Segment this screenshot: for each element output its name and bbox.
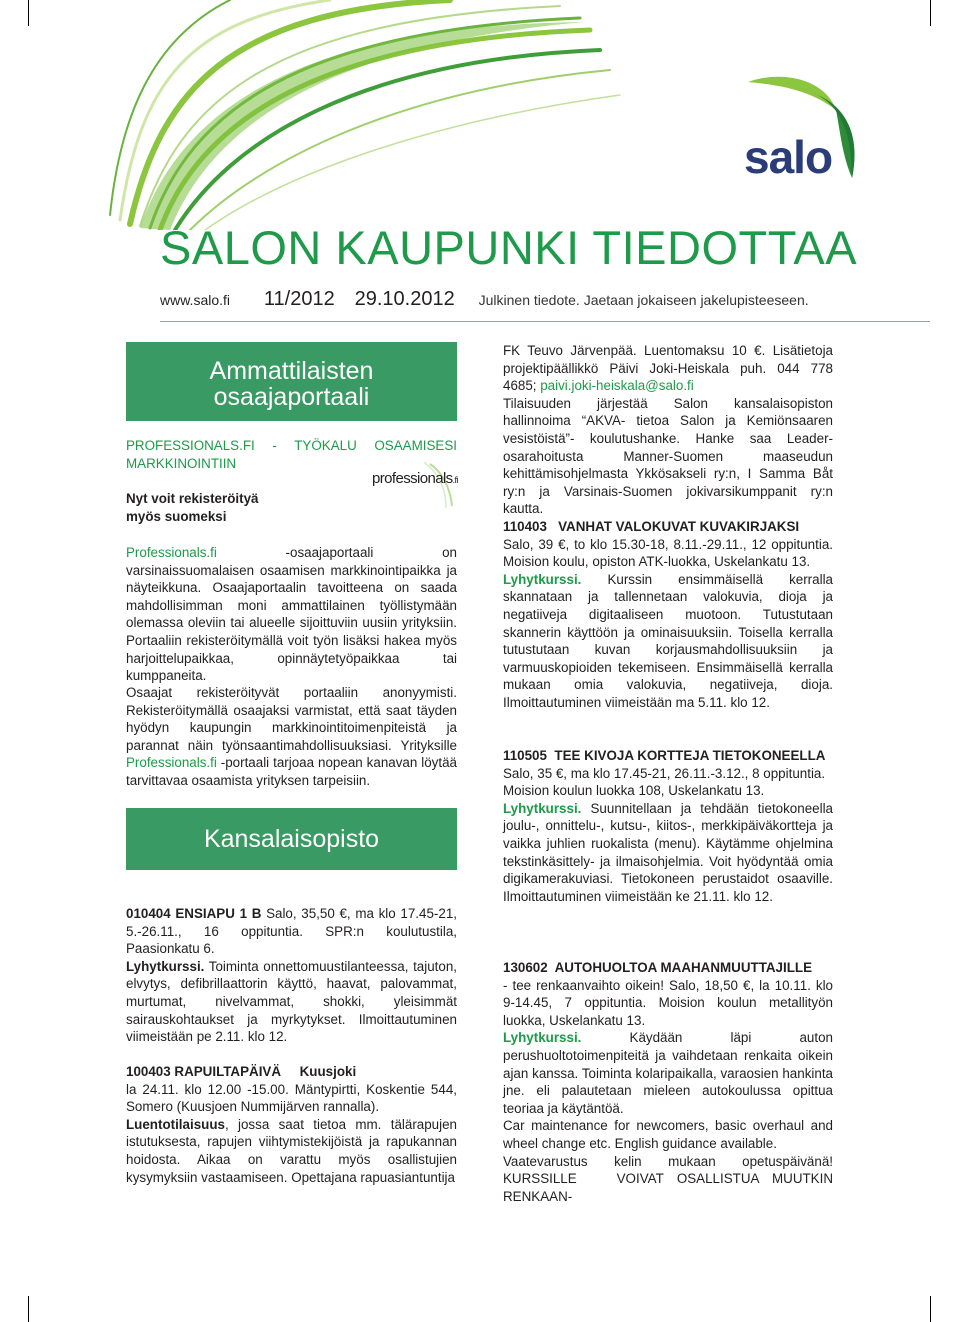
- professionals-link[interactable]: Professionals.fi: [126, 545, 217, 560]
- course-type: Lyhytkurssi.: [126, 958, 205, 974]
- course-location: Moision koulun luokka 108, Uskelankatu 13.: [503, 783, 765, 799]
- register-subheading: [126, 490, 346, 525]
- course-desc: Kurssin ensimmäisellä kerralla skannataan ja tallennetaan valokuvia, dioja ja negatiiveja digitaaliseen muotoon. Tutustutaan skannerin käyttöön ja ominaisuuksiin. Toisella kerralla tutustutaan kuvan korjausmahdollisuuksiin ja varmuuskopioiden tekemiseen. Ensimmäisellä kerralla mukaan omia valokuvia, negatiiveja, dioja. Ilmoittautuminen viimeistään ma 5.11. klo 12.: [503, 571, 833, 710]
- professionals-paragraph-2: [126, 684, 457, 790]
- salo-logo-text: salo: [744, 131, 833, 183]
- course-title: 010404 ENSIAPU 1 B: [126, 906, 262, 921]
- project-text: Tilaisuuden järjestää Salon kansalaisopiston hallinnoima “AKVA- tietoa Salon ja Kemiönsaaren vesistöistä”- koulutushanke. Hanke saa Leader-osarahoitusta Manner-Suomen maaseudun kehittämisohjelmasta Ykkösakseli ry:n, I Samma Båt ry:n ja Varsinais-Suomen jokivarsikumppanit ry:n kautta.: [503, 395, 833, 517]
- course-kortteja: [503, 747, 833, 905]
- section-box-osaajaportaali: [126, 342, 457, 421]
- distribution-note: Julkinen tiedote. Jaetaan jokaiseen jakelupisteeseen.: [478, 292, 809, 308]
- course-desc: , jossa saat tietoa mm. tälärapujen istutuksesta, rapujen viihtymistekijöistä ja rapukannan hoidosta. Aikaa on varattu myös osallistujien kysymyksiin vastaamiseen. Opettajana rapuasiantuntija: [126, 1116, 457, 1185]
- section-box-kansalaisopisto: Kansalaisopisto: [126, 808, 457, 870]
- course-info: - tee renkaanvaihto oikein! Salo, 18,50 €, la 10.11. klo 9-14.45, 7 oppituntia. Moision koulun metallityön luokka, Uskelankatu 13.: [503, 977, 833, 1028]
- course-ensiapu: [126, 905, 457, 1046]
- heading-line-2: MARKKINOINTIIN: [126, 455, 237, 471]
- rapu-continued: [503, 342, 833, 518]
- crop-mark-br: [930, 1296, 931, 1322]
- sub-line-2: myös suomeksi: [126, 508, 227, 524]
- header-info: [160, 288, 930, 311]
- course-note: Vaatevarustus kelin mukaan opetuspäivänä! KURSSILLE VOIVAT OSALLISTUA MUUTKIN RENKAAN-: [503, 1153, 837, 1204]
- course-autohuolto: [503, 959, 837, 1205]
- continued-text: FK Teuvo Järvenpää. Luentomaksu 10 €. Lisätietoja projektipäällikkö Päivi Joki-Heiskala puh. 044 778 4685;: [503, 343, 833, 394]
- course-vanhat-valokuvat: [503, 518, 833, 712]
- issue-date: 29.10.2012: [354, 288, 455, 310]
- course-type: Luentotilaisuus: [126, 1116, 225, 1132]
- course-title: 110403 VANHAT VALOKUVAT KUVAKIRJAKSI: [503, 519, 800, 534]
- course-type: Lyhytkurssi.: [503, 1030, 582, 1046]
- professionals-paragraph-1: [126, 544, 457, 685]
- course-desc: Toiminta onnettomuustilanteessa, tajuton, elvytys, defibrillaattorin käyttö, haavat, palovammat, murtumat, nivelvammat, shokki, yleisimmät sairauskohtaukset ja myrkytykset. Ilmoittautuminen viimeistään pe 2.11. klo 12.: [126, 958, 457, 1045]
- logo-word: professionals: [372, 470, 453, 487]
- p2-text-a: Osaajat rekisteröityvät portaaliin anonyymisti. Rekisteröitymällä osaajaksi varmistat, että saat täyden hyödyn kaupungin markkinointitoimenpiteistä ja parannat näin työnsaantimahdollisuuksiasi. Yrityksille: [126, 685, 457, 753]
- heading-line-1: PROFESSIONALS.FI - TYÖKALU OSAAMISESI: [126, 438, 457, 453]
- course-info: Salo, 35,50 €, ma klo 17.45-21, 5.-26.11., 16 oppituntia. SPR:n koulutustila, Paasionkatu 6.: [126, 906, 457, 957]
- header-divider: [160, 321, 930, 322]
- box-line-1: Ammattilaisten: [209, 357, 374, 385]
- course-title: 110505 TEE KIVOJA KORTTEJA TIETOKONEELLA: [503, 748, 826, 763]
- course-type: Lyhytkurssi.: [503, 571, 582, 587]
- website[interactable]: www.salo.fi: [160, 292, 231, 308]
- course-rapuiltapaiva: [126, 1063, 457, 1186]
- course-info: la 24.11. klo 12.00 -15.00. Mäntypirtti, Koskentie 544, Somero (Kuusjoen Nummijärven rannalla).: [126, 1081, 457, 1115]
- professionals-link-2[interactable]: Professionals.fi: [126, 755, 217, 771]
- box-line-2: osaajaportaali: [213, 383, 370, 411]
- logo-fi: .fi: [452, 475, 458, 485]
- p1-text: -osaajaportaali on varsinaissuomalaisen osaamisen markkinointipaikka ja näyteikkuna. Osaajaportaalin tavoitteena on saada mahdollisimman moni ammattilainen työllistymään olemassa oleviin tai alueelle sijoittuviin uusiin yrityksiin. Portaaliin rekisteröitymällä voit työn lisäksi hakea myös harjoittelupaikkaa, opinnäytetyöpaikkaa tai kumppaneita.: [126, 545, 457, 684]
- course-title: 130602 AUTOHUOLTOA MAAHANMUUTTAJILLE: [503, 960, 813, 975]
- issue-number: 11/2012: [263, 288, 335, 310]
- professionals-logo-text: [372, 470, 458, 487]
- page-title: SALON KAUPUNKI TIEDOTTAA: [160, 221, 858, 274]
- email-link[interactable]: paivi.joki-heiskala@salo.fi: [540, 378, 694, 394]
- course-type: Lyhytkurssi.: [503, 800, 582, 816]
- course-desc: Suunnitellaan ja tehdään tietokoneella joulu-, onnittelu-, kutsu-, kiitos-, merkkipäiväkortteja ja vaikka juhlien ruokalista (menu). Käytämme ohjelmina tekstinkäsittely- ja ilmaisohjelmia. Voit hyödyntää omia digikamerakuviasi. Tietokoneen perustaidot osaaville. Ilmoittautuminen viimeistään ke 21.11. klo 12.: [503, 800, 833, 904]
- course-info: Salo, 39 €, to klo 15.30-18, 8.11.-29.11., 12 oppituntia. Moision koulu, opiston ATK-luokka, Uskelankatu 13.: [503, 536, 833, 570]
- course-info: Salo, 35 €, ma klo 17.45-21, 26.11.-3.12., 8 oppituntia.: [503, 765, 826, 781]
- course-desc: Käydään läpi auton perushuoltotoimenpiteitä ja vaihdetaan renkaita oikein ajan kanssa. Toiminta kolaripaikalla, varaosien hankinta jne. eli palautetaan mieleen autokoulussa opittua teoriaa ja käytäntöä.: [503, 1030, 833, 1116]
- crop-mark-bl: [28, 1296, 29, 1322]
- p2-text-b: -portaali tarjoaa nopean kanavan löytää tarvittavaa osaamista yrityksen tarpeisiin.: [126, 755, 457, 788]
- sub-line-1: Nyt voit rekisteröityä: [126, 491, 259, 506]
- course-english: Car maintenance for newcomers, basic overhaul and wheel change etc. English guidance available.: [503, 1118, 833, 1151]
- course-title: 100403 RAPUILTAPÄIVÄ Kuusjoki: [126, 1064, 357, 1079]
